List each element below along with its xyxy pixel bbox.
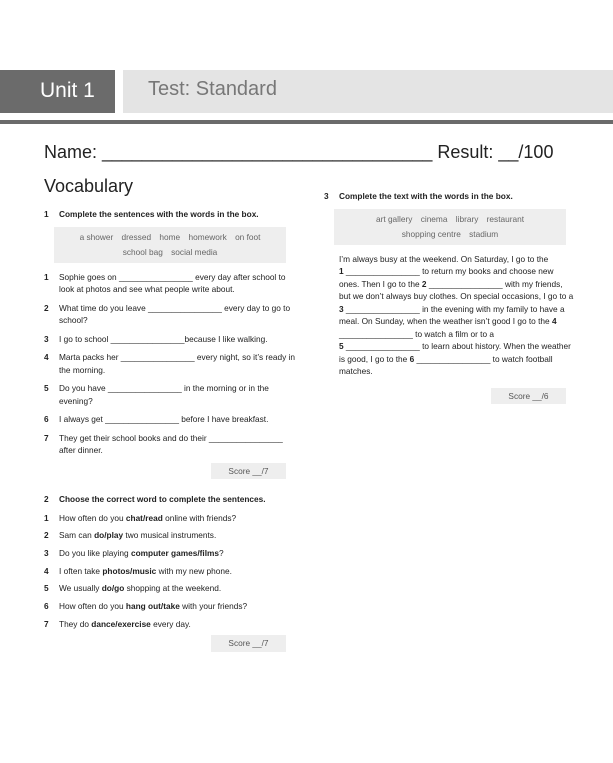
item-number: 5 <box>44 583 49 594</box>
list-item <box>44 302 296 327</box>
item-text: online with friends? <box>162 512 237 523</box>
exercise-number: 2 <box>44 494 49 504</box>
choice-words: dance/exercise <box>91 618 151 629</box>
item-text: shopping at the weekend. <box>124 583 222 594</box>
exercise-1-instruction <box>44 208 296 221</box>
item-text: We usually <box>59 583 102 594</box>
list-item <box>44 547 296 560</box>
list-item <box>44 271 296 296</box>
item-text: How often do you <box>59 600 126 611</box>
gap-number: 3 <box>339 303 344 314</box>
choice-words: hang out/take <box>125 600 180 611</box>
text-segment: ________________ with my friends, but we don’t always buy clothes. On special occasions, I go to a <box>339 278 574 301</box>
item-number: 2 <box>44 302 49 313</box>
gap-number: 4 <box>551 316 557 326</box>
item-text: Sophie goes on ________________ every day after school to look at photos and see what people write about. <box>59 271 286 294</box>
item-number: 3 <box>44 333 49 344</box>
word-box-3 <box>334 209 566 245</box>
exercise-number: 1 <box>44 209 49 219</box>
item-text: Sam can <box>59 530 95 541</box>
item-number: 7 <box>44 432 49 443</box>
text-segment: ________________ to watch football matches. <box>339 353 553 376</box>
item-text: What time do you leave ________________ every day to go to school? <box>59 302 291 325</box>
item-text: ? <box>219 547 224 558</box>
list-item <box>44 582 296 595</box>
unit-label-box <box>0 70 115 113</box>
item-text: They get their school books and do their ________________ after dinner. <box>59 432 283 455</box>
word: art gallery <box>375 213 413 224</box>
item-text: They do <box>59 618 92 629</box>
text-segment: ________________ to return my books and choose new ones. Then I go to the <box>339 266 554 289</box>
word: stadium <box>469 228 499 239</box>
word: social media <box>171 246 218 257</box>
word: homework <box>188 231 227 242</box>
list-item <box>44 432 296 457</box>
list-item <box>44 351 296 376</box>
item-text: Do you like playing <box>59 547 131 558</box>
choice-words: computer games/films <box>130 547 220 558</box>
exercise-3-instruction <box>324 190 576 203</box>
word: library <box>455 213 479 224</box>
list-item <box>44 382 296 407</box>
section-title: Vocabulary <box>44 176 134 196</box>
instruction-text: Complete the text with the words in the box. <box>339 191 513 201</box>
item-number: 5 <box>44 383 49 393</box>
list-item <box>44 529 296 542</box>
left-column <box>44 208 296 664</box>
choice-words: photos/music <box>102 565 157 576</box>
list-item <box>44 413 296 426</box>
list-item <box>44 600 296 613</box>
text-segment: I’m always busy at the weekend. On Saturday, I go to the <box>339 253 549 264</box>
item-text: How often do you <box>59 512 126 523</box>
score-box-1: Score __/7 <box>211 463 286 480</box>
item-number: 2 <box>44 530 49 541</box>
item-text: two musical instruments. <box>123 530 217 541</box>
header-rule <box>0 120 613 124</box>
item-number: 4 <box>44 565 49 576</box>
item-text: Do you have ________________ in the morning or in the evening? <box>59 383 269 406</box>
word-box-1 <box>54 227 286 263</box>
choice-words: do/go <box>101 583 125 594</box>
text-segment: ________________ in the evening with my family to have a meal. On Sunday, when the weather isn’t good I go to the <box>339 303 565 326</box>
choice-words: do/play <box>94 530 124 541</box>
word: shopping centre <box>401 228 461 239</box>
item-text: Marta packs her ________________ every night, so it’s ready in the morning. <box>59 352 295 375</box>
item-text: I always get ________________ before I have breakfast. <box>59 414 269 424</box>
score-box-2: Score __/7 <box>211 635 286 652</box>
choice-words: chat/read <box>125 512 163 523</box>
unit-label: Unit 1 <box>40 79 95 102</box>
word: on foot <box>235 231 261 242</box>
item-number: 1 <box>44 512 49 523</box>
test-title: Test: Standard <box>148 78 277 100</box>
word: dressed <box>121 231 152 242</box>
word: a shower <box>79 231 114 242</box>
item-text: I often take <box>59 565 103 576</box>
gap-number: 6 <box>409 353 415 364</box>
item-number: 1 <box>44 271 49 282</box>
score-box-3: Score __/6 <box>491 388 566 405</box>
word: home <box>159 231 181 242</box>
name-result-line: Name: _________________________________ Result: __/100 <box>44 142 554 162</box>
instruction-text: Complete the sentences with the words in the box. <box>59 209 259 219</box>
word: school bag <box>122 246 163 257</box>
item-text: I go to school ________________because I like walking. <box>59 333 268 344</box>
exercise-number: 3 <box>324 191 329 201</box>
gap-number: 1 <box>339 266 344 276</box>
item-text: every day. <box>150 618 191 629</box>
item-number: 7 <box>44 618 49 629</box>
gap-number: 2 <box>421 278 427 289</box>
item-number: 6 <box>44 600 49 611</box>
text-segment: ________________ to learn about history. When the weather is good, I go to the <box>339 341 571 364</box>
word: restaurant <box>486 213 525 224</box>
text-segment: ________________ to watch a film or to a <box>339 328 494 339</box>
list-item <box>44 512 296 525</box>
item-text: with my new phone. <box>156 565 232 576</box>
item-number: 4 <box>44 352 49 362</box>
item-number: 6 <box>44 414 49 424</box>
item-text: with your friends? <box>179 600 248 611</box>
gap-number: 5 <box>339 341 344 351</box>
exercise-2 <box>44 493 296 652</box>
list-item <box>44 618 296 631</box>
word: cinema <box>420 213 448 224</box>
item-number: 3 <box>44 547 49 558</box>
gap-fill-text <box>339 253 576 378</box>
test-title-box <box>123 70 613 113</box>
exercise-2-instruction <box>44 493 296 506</box>
right-column <box>324 190 576 416</box>
list-item <box>44 333 296 346</box>
header-band <box>0 70 613 113</box>
list-item <box>44 565 296 578</box>
instruction-text: Choose the correct word to complete the sentences. <box>59 494 266 504</box>
